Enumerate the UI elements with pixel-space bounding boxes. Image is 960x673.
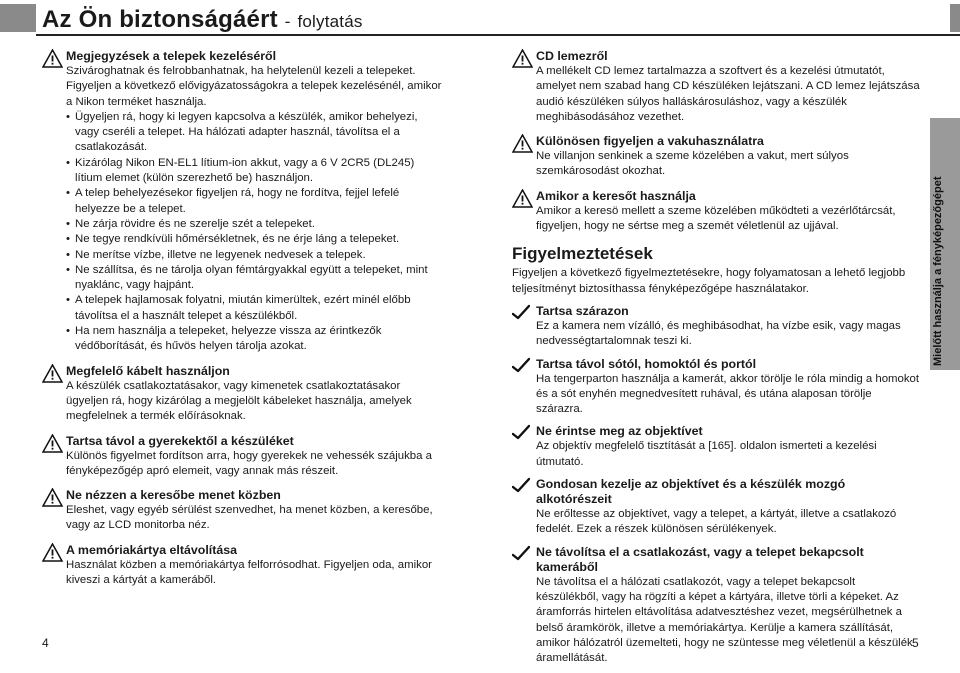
header-band-left: [0, 4, 36, 32]
caution-item-title: Gondosan kezelje az objektívet és a készülék mozgó alkotórészeit: [536, 477, 846, 507]
cd-text: A mellékelt CD lemez tartalmazza a szoftvert és a kezelési útmutatót, amelyet nem szabad hang CD készüléken lejátszani. A CD lemez lejátszása audió készüléken súlyos halláskárosuláshoz, vagy a készülék meghibásodásához vezethet.: [536, 65, 920, 123]
header-band-right: [950, 4, 960, 32]
battery-bullet: • Ügyeljen rá, hogy ki legyen kapcsolva a készülék, amikor behelyezi, vagy cseréli a telepet. Ha hálózati adapter használ, távolítsa el a csatlakozását.: [66, 110, 418, 154]
monitor-text: Eleshet, vagy egyéb sérülést szenvedhet, ha menet közben, a keresőbe, vagy az LCD monitorba néz.: [66, 504, 433, 532]
flash-text: Ne villanjon senkinek a szeme közelében a vakut, mert súlyos szemkárosodást okozhat.: [536, 150, 849, 178]
page-number-left: 4: [42, 636, 49, 650]
caution-item-text: Ne távolítsa el a hálózati csatlakozót, vagy a telepet bekapcsolt készülékből, vagy ha rögzíti a képet a kártyára, illetve törli a képeket. Az áramforrás hirtelen eltávolítása adatvesztéshez vezet, megsérülhetnek a belső áramkörök, illetve a memóriakártya. Kerülje a kamera szállítását, amikor hálózatról üzemelteti, hogy ne szüntesse meg véletlenül a készülék áramellátását.: [536, 575, 913, 665]
caution-item: [512, 357, 920, 418]
battery-bullet: • A telepek hajlamosak folyatni, miután kimerültek, ezért minél előbb távolítsa el a használt telepet a készülékből.: [66, 294, 411, 322]
caution-item-title: Ne érintse meg az objektívet: [536, 424, 703, 439]
warning-icon: [512, 189, 533, 208]
page-title: [42, 6, 363, 34]
card-title: A memóriakártya eltávolítása: [66, 542, 238, 557]
warning-icon: [42, 434, 63, 453]
checkmark-icon: [512, 477, 530, 493]
card-section: [42, 543, 442, 589]
children-section: [42, 434, 442, 480]
caution-item-text: Ha tengerparton használja a kamerát, akkor törölje le róla mindig a homokot és a sót enyhén megnedvesített ruhával, és utána alaposan törölje szárazra.: [536, 372, 920, 416]
cable-text: A készülék csatlakoztatásakor, vagy kimenetek csatlakoztatásakor ügyeljen rá, hogy kizárólag a megjelölt kábeleket használja, amelyek megfelelnek a termék előírásoknak.: [66, 379, 412, 423]
warning-icon: [512, 49, 533, 68]
battery-intro: Szivároghatnak és felrobbanhatnak, ha helytelenül kezeli a telepeket. Figyeljen a következő elővigyázatosságokra a telepek kezelésénél, amikor a Nikon terméket használja.: [66, 65, 442, 108]
title-subtitle: folytatás: [297, 12, 363, 31]
caution-item: [512, 477, 920, 538]
warning-icon: [42, 543, 63, 562]
caution-item-text: Az objektív megfelelő tisztítását a [165]. oldalon ismerteti a kezelési útmutató.: [536, 440, 877, 468]
warning-icon: [42, 49, 63, 68]
caution-item: [512, 304, 920, 350]
cautions-heading: Figyelmeztetések: [512, 244, 653, 264]
checkmark-icon: [512, 424, 530, 440]
caution-item-title: Tartsa távol sótól, homoktól és portól: [536, 356, 757, 371]
battery-title: Megjegyzések a telepek kezeléséről: [66, 49, 277, 63]
page-number-right: 5: [912, 636, 919, 650]
warning-icon: [42, 364, 63, 383]
battery-bullet: • Ne szállítsa, és ne tárolja olyan fémtárgyakkal együtt a telepeket, mint nyaklánc, vagy hajpánt.: [66, 263, 428, 292]
cautions-intro: Figyeljen a következő figyelmeztetésekre, hogy folyamatosan a lehető legjobb teljesítményt biztosíthassa fényképezőgépe használatakor.: [512, 267, 906, 295]
caution-item-title: Tartsa szárazon: [536, 303, 629, 318]
battery-bullet: • Ne tegye rendkívüli hőmérsékletnek, és ne érje láng a telepeket.: [66, 233, 400, 246]
flash-section: [512, 134, 920, 180]
warning-icon: [42, 488, 63, 507]
battery-bullet: • A telep behelyezésekor figyeljen rá, hogy ne fordítva, fejjel lefelé helyezze be a telepet.: [66, 187, 400, 215]
right-column: [512, 49, 920, 673]
finder-text: Amikor a keresö mellett a szeme közelében működteti a vezérlőtárcsát, figyeljen, hogy ne sértse meg a szemét véletlenül az ujjával.: [536, 204, 896, 233]
caution-item: [512, 545, 920, 667]
children-title: Tartsa távol a gyerekektől a készüléket: [66, 433, 294, 448]
cable-section: [42, 364, 442, 425]
battery-bullet: • Kizárólag Nikon EN-EL1 lítium-ion akkut, vagy a 6 V 2CR5 (DL245) lítium elemet (külön szerezhető be) használjon.: [66, 156, 415, 185]
battery-bullet: • Ne zárja rövidre és ne szerelje szét a telepeket.: [66, 217, 315, 230]
side-tab-label: Mielőtt használja a fényképezőgépet: [932, 176, 944, 366]
finder-title: Amikor a keresőt használja: [536, 188, 696, 203]
title-separator: -: [284, 12, 291, 31]
cd-title: CD lemezről: [536, 49, 608, 63]
flash-title: Különösen figyeljen a vakuhasználatra: [536, 134, 764, 149]
caution-item-title: Ne távolítsa el a csatlakozást, vagy a telepet bekapcsolt kameráből: [536, 544, 864, 574]
header-rule: [36, 34, 960, 36]
caution-item-text: Ne erőltesse az objektívet, vagy a telepet, a kártyát, illetve a csatlakozó fedelét. Ezek a részek különösen sérülékenyek.: [536, 508, 897, 536]
battery-bullet: • Ha nem használja a telepeket, helyezze vissza az érintkezők védőborítását, és hűvös helyen tárolja azokat.: [66, 325, 382, 353]
battery-bullet: • Ne merítse vízbe, illetve ne legyenek nedvesek a telepek.: [66, 248, 366, 261]
warning-icon: [512, 134, 533, 153]
left-column: [42, 49, 442, 597]
title-main: Az Ön biztonságáért: [42, 6, 278, 33]
checkmark-icon: [512, 545, 530, 561]
battery-section: [42, 49, 442, 355]
card-text: Használat közben a memóriakártya felforrósodhat. Figyeljen oda, amikor kiveszi a kártyát a kameráből.: [66, 558, 432, 587]
monitor-title: Ne nézzen a keresőbe menet közben: [66, 488, 281, 503]
checkmark-icon: [512, 304, 530, 320]
caution-item: [512, 424, 920, 470]
checkmark-icon: [512, 357, 530, 373]
caution-item-text: Ez a kamera nem vízálló, és meghibásodhat, ha vízbe esik, vagy magas nedvességtartalomnak teszi ki.: [536, 319, 901, 348]
monitor-section: [42, 488, 442, 534]
cable-title: Megfelelő kábelt használjon: [66, 363, 230, 378]
children-text: Különös figyelmet fordítson arra, hogy gyerekek ne vehessék szájukba a fényképezőgép apró elemeit, vagy annak más részeit.: [66, 449, 432, 477]
cd-section: [512, 49, 920, 125]
page-header: [0, 0, 960, 38]
finder-section: [512, 189, 920, 235]
